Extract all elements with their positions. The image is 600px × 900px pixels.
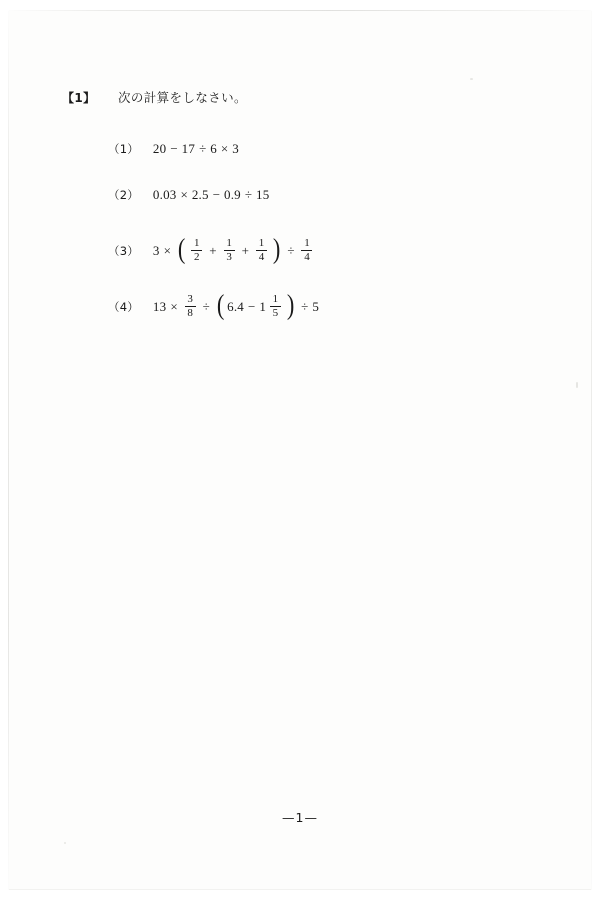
expr-operator: ÷ [287,242,295,258]
fraction-numerator: 3 [187,292,193,305]
fraction-numerator: 1 [258,236,265,249]
mixed-number [259,294,284,319]
fraction-numerator: 1 [194,236,200,249]
expr-operator: ÷ [202,298,210,314]
expr-operator: × [180,187,188,202]
question-expression [153,187,270,203]
expr-token: 6.4 [227,298,244,314]
fraction-denominator: 4 [258,250,265,263]
open-paren: ( [216,290,225,322]
fraction [270,294,281,319]
expr-token: 15 [256,187,270,202]
expr-token: 3 [232,141,239,156]
mixed-whole: 1 [259,298,266,314]
expr-operator: ÷ [199,141,207,156]
question-expression [152,234,316,266]
expr-operator: × [220,141,229,156]
expr-operator: × [163,242,171,258]
question-label: （1） [108,142,139,156]
question-label: （3） [108,243,139,258]
close-paren: ) [286,290,295,322]
question-item [108,187,269,203]
fraction [191,238,202,263]
fraction [256,238,267,263]
expr-operator: × [170,298,178,314]
open-paren: ( [177,234,186,266]
expr-token: 3 [152,242,160,258]
problem-number: 【1】 [62,91,96,105]
fraction-numerator: 1 [272,292,279,305]
expr-token: 13 [152,298,167,314]
expr-token: 6 [210,141,217,156]
fraction-denominator: 2 [194,250,200,263]
expr-operator: + [209,242,217,258]
expr-token: 5 [312,298,320,314]
question-expression [153,141,239,157]
question-label: （4） [108,299,139,314]
fraction-numerator: 1 [226,236,232,249]
expr-token: 2.5 [191,187,209,202]
expr-operator: + [241,242,249,258]
fraction-denominator: 3 [226,250,232,263]
question-item [108,290,320,322]
expr-token: 0.03 [152,187,177,202]
expr-operator: − [170,141,178,156]
expr-token: 20 [152,141,167,156]
expr-operator: ÷ [244,187,253,202]
fraction [301,238,312,263]
close-paren: ) [272,234,281,266]
problem-heading [62,88,247,106]
expr-token: 17 [181,141,196,156]
expr-token: 0.9 [224,187,241,202]
fraction [224,238,235,263]
page-number: —1— [282,810,318,825]
problem-instruction: 次の計算をしなさい。 [117,90,247,105]
question-expression [152,290,320,322]
fraction-denominator: 8 [187,306,193,319]
expr-operator: − [212,187,221,202]
question-item [108,141,239,157]
fraction-denominator: 5 [272,306,279,319]
expr-operator: ÷ [301,298,309,314]
question-item [108,234,315,266]
fraction-denominator: 4 [304,250,310,263]
question-label: （2） [108,188,139,202]
expr-operator: − [248,298,256,314]
fraction-numerator: 1 [304,236,310,249]
fraction [185,294,196,319]
